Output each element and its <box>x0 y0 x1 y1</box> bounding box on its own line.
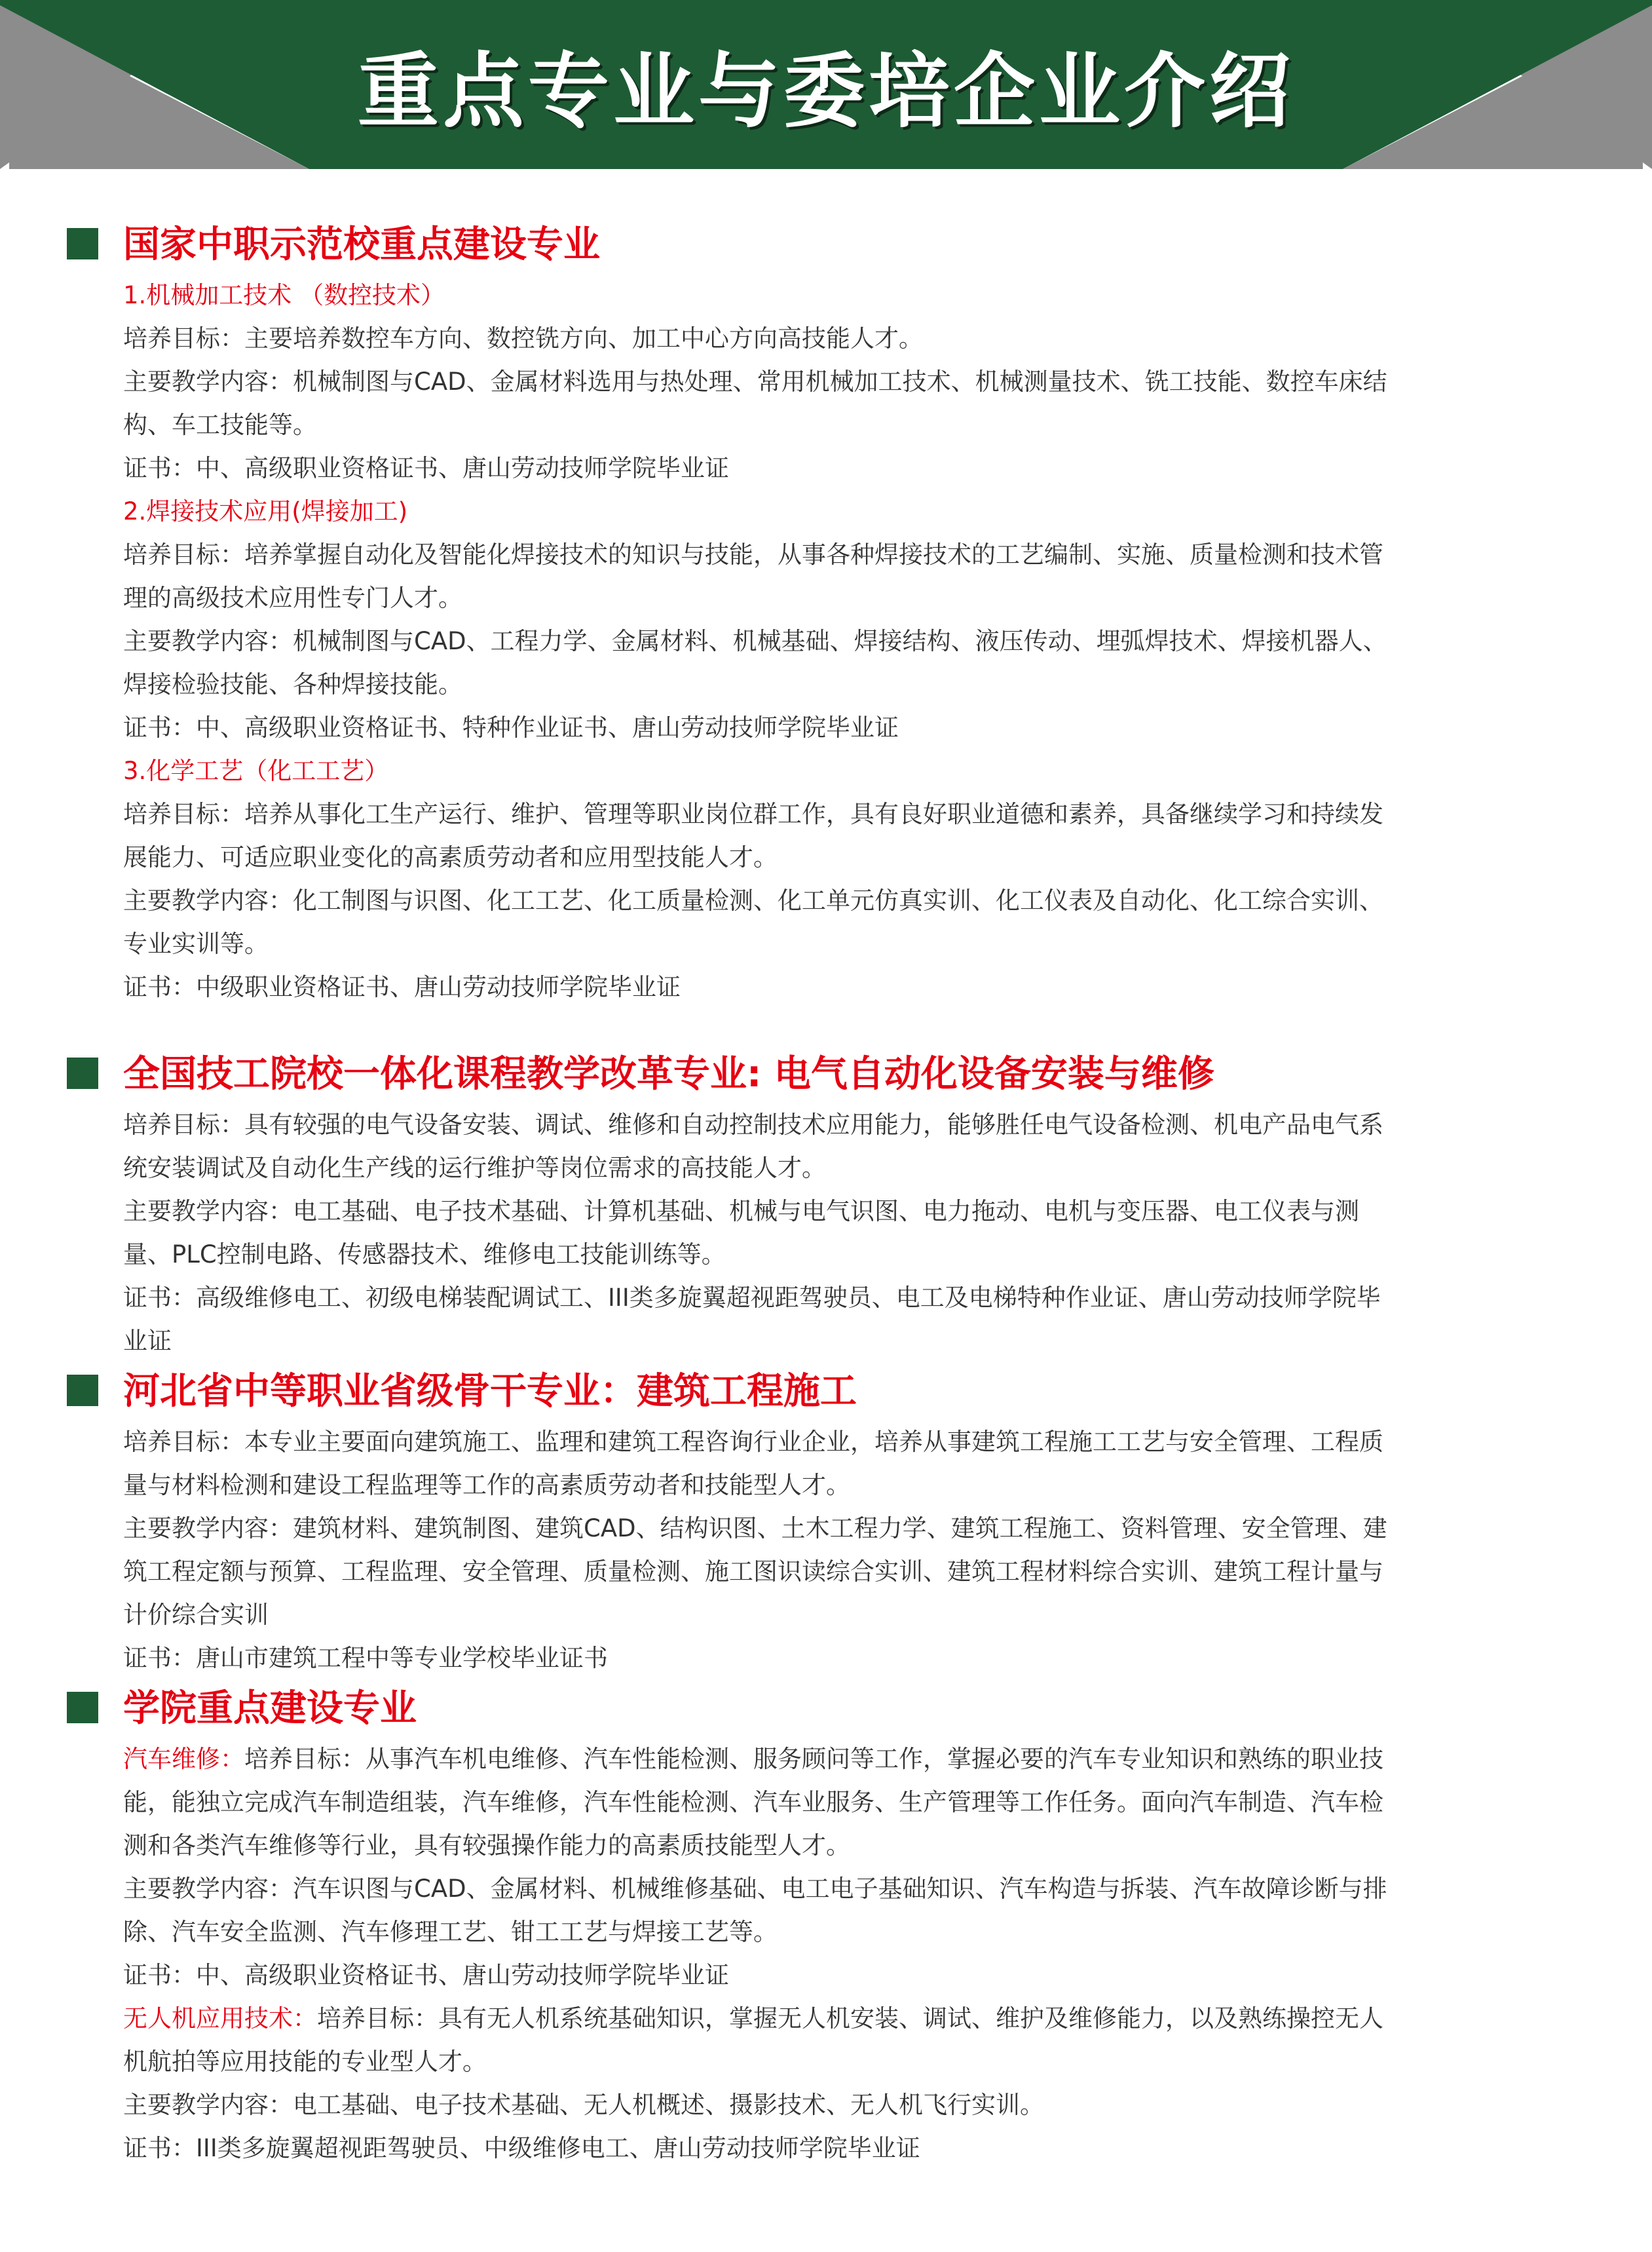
major-goal: 培养目标：主要培养数控车方向、数控铣方向、加工中心方向高技能人才。 <box>123 324 923 353</box>
major-content: 专业实训等。 <box>123 930 269 958</box>
major-goal: 培养目标：培养掌握自动化及智能化焊接技术的知识与技能，从事各种焊接技术的工艺编制、实施、质量检测和技术管 <box>123 541 1383 569</box>
major-cert: 证书：中、高级职业资格证书、特种作业证书、唐山劳动技师学院毕业证 <box>123 714 899 742</box>
major-content: 主要教学内容：汽车识图与CAD、金属材料、机械维修基础、电工电子基础知识、汽车构造与拆装、汽车故障诊断与排 <box>123 1875 1387 1903</box>
major-content: 量、PLC控制电路、传感器技术、维修电工技能训练等。 <box>123 1240 726 1269</box>
major-goal: 能，能独立完成汽车制造组装，汽车维修，汽车性能检测、汽车业服务、生产管理等工作任务。面向汽车制造、汽车检 <box>123 1788 1383 1816</box>
major-content: 主要教学内容：建筑材料、建筑制图、建筑CAD、结构识图、土木工程力学、建筑工程施工、资料管理、安全管理、建 <box>123 1514 1387 1542</box>
section-title: 全国技工院校一体化课程教学改革专业: 电气自动化设备安装与维修 <box>123 1046 1652 1103</box>
major-name: 1.机械加工技术 （数控技术） <box>123 281 445 309</box>
major-content: 主要教学内容：化工制图与识图、化工工艺、化工质量检测、化工单元仿真实训、化工仪表及自动化、化工综合实训、 <box>123 887 1383 915</box>
major-content: 主要教学内容：电工基础、电子技术基础、计算机基础、机械与电气识图、电力拖动、电机与变压器、电工仪表与测 <box>123 1197 1359 1225</box>
section-title: 学院重点建设专业 <box>123 1680 1652 1738</box>
major-cert: 证书：III类多旋翼超视距驾驶员、中级维修电工、唐山劳动技师学院毕业证 <box>123 2134 920 2162</box>
major-cert: 证书：唐山市建筑工程中等专业学校毕业证书 <box>123 1644 608 1672</box>
major-goal: 培养目标：本专业主要面向建筑施工、监理和建筑工程咨询行业企业，培养从事建筑工程施工工艺与安全管理、工程质 <box>123 1428 1383 1456</box>
major-name: 汽车维修： <box>123 1745 244 1773</box>
major-goal: 展能力、可适应职业变化的高素质劳动者和应用型技能人才。 <box>123 843 778 871</box>
major-goal: 培养目标：培养从事化工生产运行、维护、管理等职业岗位群工作，具有良好职业道德和素养，具备继续学习和持续发 <box>123 800 1383 828</box>
major-goal: 量与材料检测和建设工程监理等工作的高素质劳动者和技能型人才。 <box>123 1471 850 1499</box>
section-electrical-automation <box>0 1046 1652 1363</box>
section-national-model <box>0 216 1652 1009</box>
major-goal: 统安装调试及自动化生产线的运行维护等岗位需求的高技能人才。 <box>123 1154 826 1182</box>
major-cert: 业证 <box>123 1327 172 1355</box>
major-content: 构、车工技能等。 <box>123 411 317 439</box>
section-college-key <box>0 1680 1652 2170</box>
major-goal: 测和各类汽车维修等行业，具有较强操作能力的高素质技能型人才。 <box>123 1831 850 1860</box>
major-cert: 证书：中、高级职业资格证书、唐山劳动技师学院毕业证 <box>123 1961 729 1989</box>
square-bullet-icon <box>67 1375 98 1406</box>
major-goal: 理的高级技术应用性专门人才。 <box>123 584 462 612</box>
major-name: 无人机应用技术： <box>123 2004 317 2033</box>
major-cert: 证书：中级职业资格证书、唐山劳动技师学院毕业证 <box>123 973 681 1001</box>
major-name: 3.化学工艺（化工工艺） <box>123 757 389 785</box>
section-title: 河北省中等职业省级骨干专业：建筑工程施工 <box>123 1363 1652 1421</box>
square-bullet-icon <box>67 228 98 259</box>
major-goal: 机航拍等应用技能的专业型人才。 <box>123 2048 487 2076</box>
header-banner <box>0 0 1652 169</box>
main-content <box>0 216 1652 2170</box>
major-goal: 无人机应用技术：培养目标：具有无人机系统基础知识，掌握无人机安装、调试、维护及维修能力，以及熟练操控无人 <box>123 2004 1383 2033</box>
major-cert: 证书：高级维修电工、初级电梯装配调试工、III类多旋翼超视距驾驶员、电工及电梯特种作业证、唐山劳动技师学院毕 <box>123 1284 1381 1312</box>
square-bullet-icon <box>67 1692 98 1723</box>
square-bullet-icon <box>67 1058 98 1089</box>
major-content: 主要教学内容：机械制图与CAD、金属材料选用与热处理、常用机械加工技术、机械测量技术、铣工技能、数控车床结 <box>123 368 1387 396</box>
major-goal: 培养目标：具有较强的电气设备安装、调试、维修和自动控制技术应用能力，能够胜任电气设备检测、机电产品电气系 <box>123 1111 1383 1139</box>
major-name: 2.焊接技术应用(焊接加工) <box>123 497 408 525</box>
major-content: 焊接检验技能、各种焊接技能。 <box>123 670 462 698</box>
major-cert: 证书：中、高级职业资格证书、唐山劳动技师学院毕业证 <box>123 454 729 482</box>
page-title: 重点专业与委培企业介绍 <box>357 45 1294 139</box>
major-content: 除、汽车安全监测、汽车修理工艺、钳工工艺与焊接工艺等。 <box>123 1918 778 1946</box>
major-content: 筑工程定额与预算、工程监理、安全管理、质量检测、施工图识读综合实训、建筑工程材料综合实训、建筑工程计量与 <box>123 1557 1383 1586</box>
major-content: 计价综合实训 <box>123 1601 269 1629</box>
section-construction <box>0 1363 1652 1680</box>
major-goal: 汽车维修：培养目标：从事汽车机电维修、汽车性能检测、服务顾问等工作，掌握必要的汽车专业知识和熟练的职业技 <box>123 1745 1383 1773</box>
major-content: 主要教学内容：机械制图与CAD、工程力学、金属材料、机械基础、焊接结构、液压传动、埋弧焊技术、焊接机器人、 <box>123 627 1387 655</box>
section-title: 国家中职示范校重点建设专业 <box>123 216 1652 274</box>
major-content: 主要教学内容：电工基础、电子技术基础、无人机概述、摄影技术、无人机飞行实训。 <box>123 2091 1044 2119</box>
